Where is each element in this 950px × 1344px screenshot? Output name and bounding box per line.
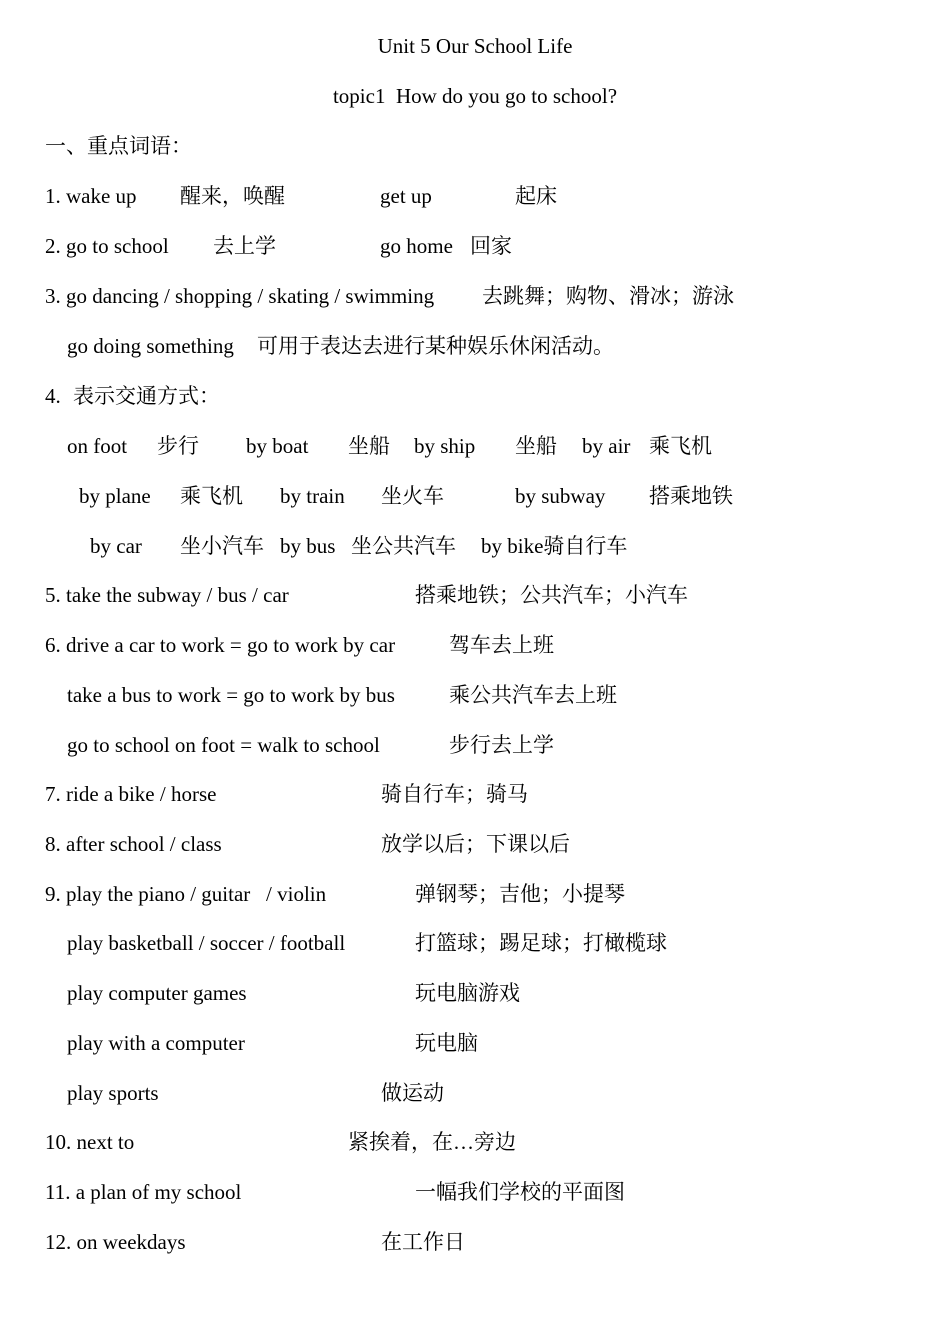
phrase-en: on foot (67, 434, 128, 458)
phrase-zh: 打篮球；踢足球；打橄榄球 (415, 931, 667, 955)
phrase-zh: 放学以后；下课以后 (381, 832, 570, 856)
phrase-en: go home (380, 234, 453, 258)
phrase-en: play basketball / soccer / football (67, 931, 346, 955)
phrase-zh: 去跳舞；购物、滑冰；游泳 (482, 284, 734, 308)
phrase-en: 12. on weekdays (45, 1230, 186, 1254)
phrase-en: by boat (246, 434, 309, 458)
phrase-zh: 在工作日 (381, 1230, 465, 1254)
phrase-zh: 玩电脑游戏 (415, 981, 520, 1005)
phrase-zh: 起床 (515, 184, 557, 208)
phrase-zh: 做运动 (381, 1081, 444, 1105)
section-heading: 一、重点词语： (45, 134, 192, 158)
phrase-en: 2. go to school (45, 234, 169, 258)
phrase-zh: 驾车去上班 (449, 633, 554, 657)
phrase-en: by bike骑自行车 (481, 534, 628, 558)
item-heading: 表示交通方式： (73, 384, 220, 408)
phrase-zh: 紧挨着，在…旁边 (348, 1130, 516, 1154)
phrase-en: get up (380, 184, 432, 208)
phrase-zh: 可用于表达去进行某种娱乐休闲活动。 (257, 334, 614, 358)
phrase-zh: 步行 (157, 434, 199, 458)
phrase-en: 3. go dancing / shopping / skating / swimming (45, 284, 435, 308)
phrase-zh: 坐公共汽车 (351, 534, 456, 558)
phrase-zh: 骑自行车；骑马 (381, 782, 528, 806)
phrase-en: go doing something (67, 334, 234, 358)
phrase-zh: 坐船 (348, 434, 390, 458)
phrase-en: play with a computer (67, 1031, 245, 1055)
phrase-en: 8. after school / class (45, 832, 222, 856)
phrase-zh: 坐船 (515, 434, 557, 458)
page-subtitle: topic1 How do you go to school? (332, 84, 618, 108)
phrase-en: by train (280, 484, 345, 508)
page-title: Unit 5 Our School Life (377, 34, 573, 58)
phrase-en: take a bus to work = go to work by bus (67, 683, 395, 707)
phrase-en: 5. take the subway / bus / car (45, 583, 289, 607)
phrase-en: by plane (79, 484, 151, 508)
phrase-zh: 坐火车 (381, 484, 444, 508)
phrase-zh: 乘飞机 (180, 484, 243, 508)
phrase-en: by air (582, 434, 631, 458)
phrase-zh: 搭乘地铁；公共汽车；小汽车 (415, 583, 688, 607)
phrase-zh: 乘公共汽车去上班 (449, 683, 617, 707)
phrase-en: 7. ride a bike / horse (45, 782, 217, 806)
phrase-zh: 坐小汽车 (180, 534, 264, 558)
phrase-en: 11. a plan of my school (45, 1180, 242, 1204)
phrase-en: go to school on foot = walk to school (67, 733, 380, 757)
phrase-zh: 一幅我们学校的平面图 (415, 1180, 625, 1204)
phrase-en: play computer games (67, 981, 247, 1005)
phrase-zh: 玩电脑 (415, 1031, 478, 1055)
phrase-en: 9. play the piano / guitar / violin (45, 882, 327, 906)
phrase-en: by ship (414, 434, 476, 458)
phrase-en: by bus (280, 534, 336, 558)
phrase-zh: 乘飞机 (649, 434, 712, 458)
phrase-en: 10. next to (45, 1130, 135, 1154)
phrase-zh: 回家 (470, 234, 512, 258)
phrase-en: by subway (515, 484, 606, 508)
phrase-en: play sports (67, 1081, 159, 1105)
phrase-zh: 醒来，唤醒 (180, 184, 285, 208)
phrase-zh: 去上学 (213, 234, 276, 258)
phrase-zh: 步行去上学 (449, 733, 554, 757)
phrase-en: 6. drive a car to work = go to work by car (45, 633, 396, 657)
phrase-zh: 搭乘地铁 (649, 484, 733, 508)
phrase-en: 1. wake up (45, 184, 137, 208)
phrase-en: by car (90, 534, 142, 558)
item-number: 4. (45, 384, 61, 408)
phrase-zh: 弹钢琴；吉他；小提琴 (415, 882, 625, 906)
